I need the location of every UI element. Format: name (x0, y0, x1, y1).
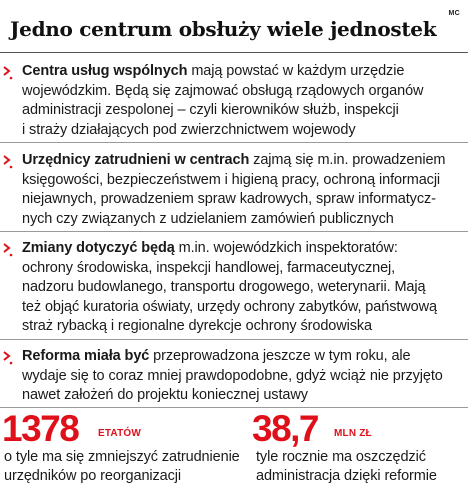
item-text: mają powstać w każdym urzędzie (187, 63, 405, 79)
item-text: wojewódzkim. Będą się zajmować obsługą rządowych organów (22, 82, 424, 99)
item-text: nawet założeń do projektu koniecznej ustawy (22, 387, 308, 403)
stat-text: administracja dzięki reformie (256, 468, 437, 484)
item-text: nych czy związanych z udzielaniem zamówień publicznych (22, 210, 394, 227)
stat-text: o tyle ma się zmniejszyć zatrudnienie (4, 449, 240, 465)
stat-description (4, 448, 240, 486)
item-text: przeprowadzona jeszcze w tym roku, ale (149, 348, 411, 364)
section-divider (0, 142, 468, 143)
stat-unit: ETATÓW (98, 428, 142, 439)
title-divider (0, 52, 468, 53)
page-title: Jedno centrum obsłuży wiele jednostek (10, 17, 437, 41)
stat-description (256, 448, 437, 486)
item-lead: Reforma miała być (22, 348, 150, 364)
item-text: nadzoru budowlanego, transportu drogowego, weterynarii. Mają (22, 279, 426, 295)
stat-value: 1378 (2, 408, 79, 449)
chevron-dot-bullet-icon (3, 349, 13, 365)
item-text: m.in. wojewódzkich inspektoratów: (174, 240, 398, 256)
item-text: straż rybacką i regionalne dyrekcje ochrony środowiska (22, 318, 373, 334)
item-text: niejawnych, prowadzeniem spraw kadrowych, spraw informatycz- (22, 191, 436, 207)
item-lead: Centra usług wspólnych (22, 63, 188, 79)
section-divider (0, 231, 468, 232)
source-label: MC (448, 10, 460, 17)
item-text: i straży działających pod zwierzchnictwem wojewody (22, 121, 356, 138)
item-text: też objąć kuratoria oświaty, urzędy ochrony zabytków, państwową (22, 298, 437, 315)
item-lead: Urzędnicy zatrudnieni w centrach (22, 152, 250, 168)
item-text: ochrony środowiska, inspekcji handlowej, farmaceutycznej, (22, 259, 396, 276)
stat-value: 38,7 (252, 408, 319, 449)
chevron-dot-bullet-icon (3, 153, 13, 169)
item-text: administracji zespolonej – czyli kierowników służb, inspekcji (22, 102, 399, 118)
item-lead: Zmiany dotyczyć będą (22, 240, 175, 256)
stat-unit: MLN ZŁ (334, 428, 372, 439)
chevron-dot-bullet-icon (3, 241, 13, 257)
stat-text: urzędników po reorganizacji (4, 468, 182, 484)
section-divider (0, 339, 468, 340)
item-text: zajmą się m.in. prowadzeniem (249, 152, 446, 168)
item-text: wydaje się to coraz mniej prawdopodobne, gdyż wciąż nie przyjęto (22, 367, 443, 384)
stat-text: tyle rocznie ma oszczędzić (256, 449, 426, 465)
chevron-dot-bullet-icon (3, 64, 13, 80)
item-text: księgowości, bezpieczeństwem i higieną pracy, ochroną informacji (22, 171, 441, 188)
